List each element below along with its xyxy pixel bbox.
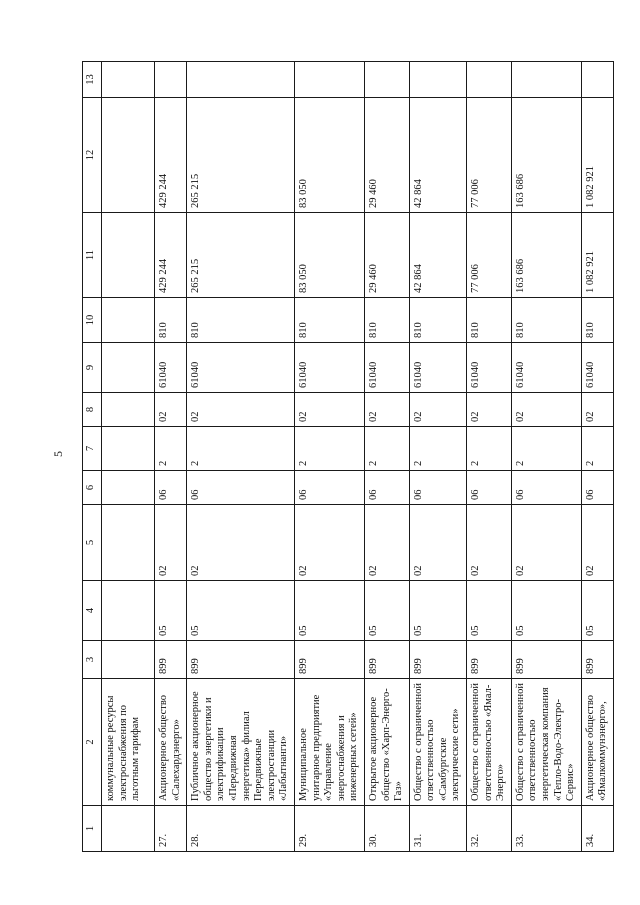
table-row bbox=[467, 62, 512, 852]
table-cell bbox=[102, 298, 155, 343]
table-cell: 42 864 bbox=[409, 98, 466, 213]
table-cell: 02 bbox=[294, 505, 364, 581]
table-cell: 02 bbox=[581, 505, 613, 581]
table-cell: 61040 bbox=[511, 343, 581, 393]
budget-table bbox=[82, 61, 614, 852]
table-cell: 163 686 bbox=[511, 98, 581, 213]
header-cell: 6 bbox=[83, 471, 102, 505]
table-cell: 429 244 bbox=[155, 213, 187, 298]
table-cell: 29 460 bbox=[364, 98, 409, 213]
table-cell: 06 bbox=[467, 471, 512, 505]
table-cell bbox=[511, 62, 581, 98]
table-cell: 05 bbox=[409, 581, 466, 641]
table-cell bbox=[102, 393, 155, 427]
table-row bbox=[155, 62, 187, 852]
table-cell bbox=[102, 343, 155, 393]
table-cell: 06 bbox=[294, 471, 364, 505]
table-cell: 810 bbox=[364, 298, 409, 343]
table-cell: коммунальные ресурсы электроснабжения по льготным тарифам bbox=[102, 679, 155, 806]
table-cell bbox=[102, 471, 155, 505]
table-cell: Акционерное общество «Салехардэнерго» bbox=[155, 679, 187, 806]
table-cell: 02 bbox=[155, 393, 187, 427]
table-cell: 2 bbox=[511, 427, 581, 471]
table-cell: 27. bbox=[155, 806, 187, 852]
table-cell: 06 bbox=[581, 471, 613, 505]
table-cell: 2 bbox=[467, 427, 512, 471]
table-row bbox=[409, 62, 466, 852]
table-cell: 02 bbox=[511, 393, 581, 427]
table-row bbox=[581, 62, 613, 852]
table-cell bbox=[581, 62, 613, 98]
table-cell: 265 215 bbox=[187, 98, 295, 213]
table-cell: 810 bbox=[511, 298, 581, 343]
table-cell: 899 bbox=[467, 641, 512, 679]
table-cell: 33. bbox=[511, 806, 581, 852]
table-cell: 899 bbox=[581, 641, 613, 679]
table-cell: 05 bbox=[364, 581, 409, 641]
table-cell: 2 bbox=[187, 427, 295, 471]
table-cell: 32. bbox=[467, 806, 512, 852]
table-cell: 02 bbox=[187, 393, 295, 427]
table-cell: 02 bbox=[409, 505, 466, 581]
table-cell bbox=[102, 806, 155, 852]
table-cell bbox=[364, 62, 409, 98]
table-cell: 05 bbox=[187, 581, 295, 641]
table-row bbox=[187, 62, 295, 852]
table-cell bbox=[102, 427, 155, 471]
table-row bbox=[364, 62, 409, 852]
table-cell: 06 bbox=[155, 471, 187, 505]
table-cell: Общество с ограниченной ответственностью «Самбургские электрические сети» bbox=[409, 679, 466, 806]
table-cell: 810 bbox=[581, 298, 613, 343]
table-cell: 810 bbox=[187, 298, 295, 343]
table-cell: 05 bbox=[581, 581, 613, 641]
table-cell: 02 bbox=[187, 505, 295, 581]
table-cell: 61040 bbox=[409, 343, 466, 393]
table-cell: 02 bbox=[364, 505, 409, 581]
table-cell: 02 bbox=[155, 505, 187, 581]
header-cell: 10 bbox=[83, 298, 102, 343]
table-cell: 61040 bbox=[155, 343, 187, 393]
table-cell: 02 bbox=[409, 393, 466, 427]
table-cell: 61040 bbox=[467, 343, 512, 393]
table-cell: 06 bbox=[187, 471, 295, 505]
table-cell: 810 bbox=[467, 298, 512, 343]
table-cell: 05 bbox=[294, 581, 364, 641]
table-cell bbox=[187, 62, 295, 98]
table-cell: 05 bbox=[467, 581, 512, 641]
table-cell bbox=[102, 581, 155, 641]
header-cell: 5 bbox=[83, 505, 102, 581]
table-cell: 2 bbox=[364, 427, 409, 471]
table-cell: 899 bbox=[511, 641, 581, 679]
table-cell bbox=[102, 505, 155, 581]
header-cell: 4 bbox=[83, 581, 102, 641]
table-cell: 810 bbox=[155, 298, 187, 343]
table-cell: 61040 bbox=[364, 343, 409, 393]
table-cell: 29 460 bbox=[364, 213, 409, 298]
table-cell: 31. bbox=[409, 806, 466, 852]
header-cell: 3 bbox=[83, 641, 102, 679]
table-cell: 2 bbox=[409, 427, 466, 471]
table-row bbox=[511, 62, 581, 852]
table-cell: 2 bbox=[294, 427, 364, 471]
page-number: 5 bbox=[51, 451, 65, 457]
table-cell: 06 bbox=[511, 471, 581, 505]
table-cell: 83 050 bbox=[294, 213, 364, 298]
table-cell: 810 bbox=[294, 298, 364, 343]
header-cell: 2 bbox=[83, 679, 102, 806]
header-cell: 1 bbox=[83, 806, 102, 852]
table-cell: Муниципальное унитарное предприятие «Управление энергоснабжения и инженерных сетей» bbox=[294, 679, 364, 806]
header-cell: 12 bbox=[83, 98, 102, 213]
table-cell: 06 bbox=[409, 471, 466, 505]
header-cell: 8 bbox=[83, 393, 102, 427]
table-cell: 02 bbox=[294, 393, 364, 427]
header-cell: 11 bbox=[83, 213, 102, 298]
table-cell: 34. bbox=[581, 806, 613, 852]
table-cell: 1 082 921 bbox=[581, 98, 613, 213]
table-cell: Публичное акционерное общество энергетики и электрификации «Передвижная энергетика» филиал Передвижные электростанции «Лабытнанги» bbox=[187, 679, 295, 806]
header-cell: 13 bbox=[83, 62, 102, 98]
table-cell: 77 006 bbox=[467, 98, 512, 213]
table-cell bbox=[467, 62, 512, 98]
table-cell: 810 bbox=[409, 298, 466, 343]
table-cell: 05 bbox=[511, 581, 581, 641]
header-row bbox=[83, 62, 102, 852]
table-cell: 1 082 921 bbox=[581, 213, 613, 298]
table-row bbox=[294, 62, 364, 852]
table-cell bbox=[155, 62, 187, 98]
table-cell: 02 bbox=[364, 393, 409, 427]
table-cell: 899 bbox=[187, 641, 295, 679]
table-cell: Акционерное общество «Ямалкоммунэнерго», bbox=[581, 679, 613, 806]
header-cell: 7 bbox=[83, 427, 102, 471]
table-cell: 05 bbox=[155, 581, 187, 641]
table-cell bbox=[102, 98, 155, 213]
table-cell: 06 bbox=[364, 471, 409, 505]
table-cell: 429 244 bbox=[155, 98, 187, 213]
table-cell: 899 bbox=[364, 641, 409, 679]
table-cell: 77 006 bbox=[467, 213, 512, 298]
table-cell bbox=[409, 62, 466, 98]
table-cell bbox=[102, 62, 155, 98]
table-cell: 899 bbox=[409, 641, 466, 679]
table-cell: 2 bbox=[155, 427, 187, 471]
table-cell bbox=[102, 641, 155, 679]
table-cell: 899 bbox=[294, 641, 364, 679]
table-cell: 899 bbox=[155, 641, 187, 679]
table-body bbox=[102, 62, 614, 852]
table-cell: Общество с ограниченной ответственностью «Ямал-Энерго» bbox=[467, 679, 512, 806]
table-cell: 83 050 bbox=[294, 98, 364, 213]
rotated-table-container bbox=[82, 62, 619, 852]
table-cell: 42 864 bbox=[409, 213, 466, 298]
table-cell: Общество с ограниченной ответственностью энергетическая компания «Тепло-Водо-Электро-Сервис» bbox=[511, 679, 581, 806]
table-cell: 28. bbox=[187, 806, 295, 852]
table-cell: 163 686 bbox=[511, 213, 581, 298]
table-cell: 30. bbox=[364, 806, 409, 852]
table-cell: 02 bbox=[581, 393, 613, 427]
table-cell: 02 bbox=[511, 505, 581, 581]
table-cell: 02 bbox=[467, 393, 512, 427]
table-cell: 2 bbox=[581, 427, 613, 471]
table-row bbox=[102, 62, 155, 852]
table-cell bbox=[294, 62, 364, 98]
table-cell: 29. bbox=[294, 806, 364, 852]
table-cell: 61040 bbox=[187, 343, 295, 393]
table-cell: 61040 bbox=[294, 343, 364, 393]
table-cell: 265 215 bbox=[187, 213, 295, 298]
table-cell: 61040 bbox=[581, 343, 613, 393]
header-cell: 9 bbox=[83, 343, 102, 393]
table-cell: 02 bbox=[467, 505, 512, 581]
table-cell bbox=[102, 213, 155, 298]
table-cell: Открытое акционерное общество «Харп-Энерго-Газ» bbox=[364, 679, 409, 806]
